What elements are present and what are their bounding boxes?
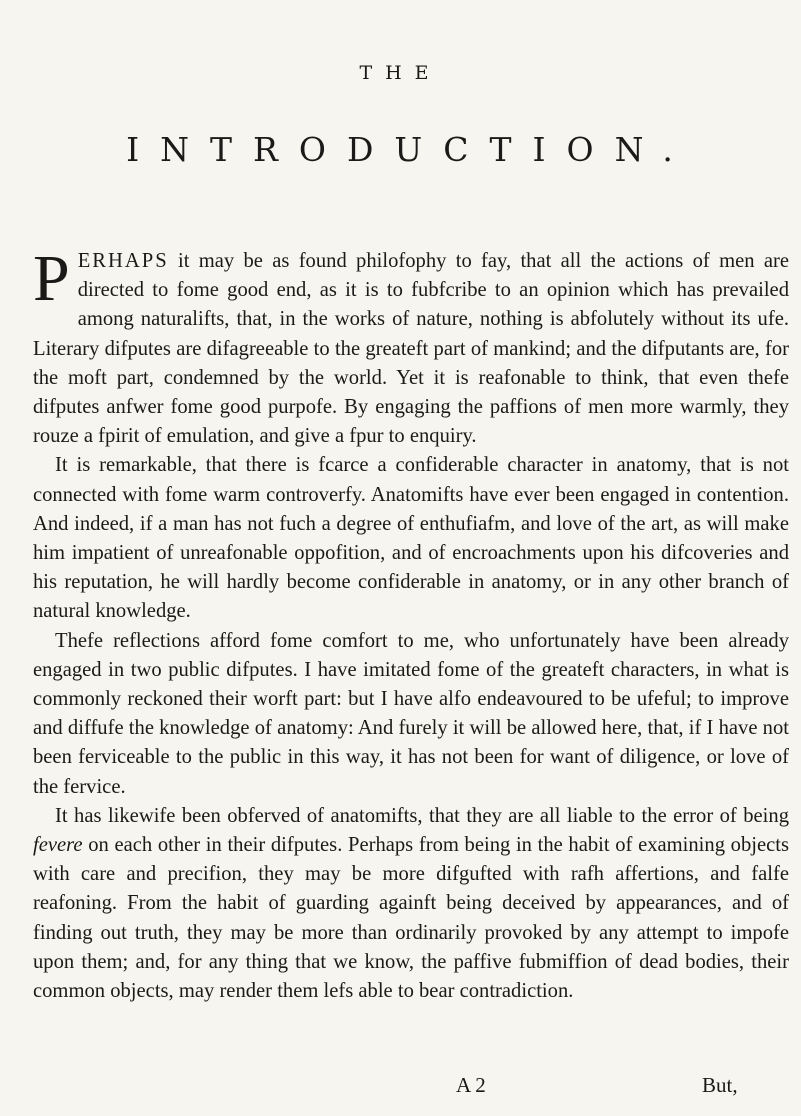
section-title: INTRODUCTION. [126,130,694,169]
catchword: But, [702,1073,738,1097]
paragraph-2: It is remarkable, that there is fcarce a confiderable character in anatomy, that is not connected with fome warm controverfy. Anatomifts have ever been engaged in contention. And indeed, if a man has not fuch a degree of enthufiafm, and love of the art, as will make him impatient of unreafonable oppofition, and of encroachments upon his difcoveries and his reputation, he will hardly become confiderable in anatomy, or in any other branch of natural knowledge. [33,454,789,623]
running-head: THE [359,62,442,84]
paragraph-4 [33,802,789,1006]
page-footer [0,1073,801,1103]
italic-word: fevere [33,834,83,857]
opening-word: ERHAPS [77,250,169,272]
paragraph-3: Thefe reflections afford fome comfort to me, who unfortunately have been already engaged in two public difputes. I have imitated fome of the greateft characters, in what is commonly reckoned their worft part: but I have alfo endeavoured to be ufeful; to improve and diffufe the knowledge of anatomy: And furely it will be allowed here, that, if I have not been ferviceable to the public in this way, it has not been for want of diligence, or love of the fervice. [33,629,789,798]
signature-mark: A 2 [456,1073,486,1097]
paragraph-4-text-start: It has likewife been obferved of anatomifts, that they are all liable to the error of being [55,804,789,827]
paragraph-1 [33,242,789,451]
body-text [33,242,789,1006]
drop-cap: P [33,242,70,315]
paragraph-1-text: it may be as found philofophy to fay, that all the actions of men are directed to fome good end, as it is to fubfcribe to an opinion which has prevailed among naturalifts, that, in the works of nature, nothing is abfolutely without its ufe. Literary difputes are difagreeable to the greateft part of mankind; and the difputants are, for the moft part, condemned by the world. Yet it is reafonable to think, that even thefe difputes anfwer fome good purpofe. By engaging the paffions of men more warmly, they rouze a fpirit of emulation, and give a fpur to enquiry. [33,250,789,448]
paragraph-4-text-end: on each other in their difputes. Perhaps from being in the habit of examining objects with care and precifion, they may be more difgufted with rafh affertions, and falfe reafoning. From the habit of guarding againft being deceived by appearances, and of finding out truth, they may be more than ordinarily provoked by any attempt to impofe upon them; and, for any thing that we know, the paffive fubmiffion of dead bodies, their common objects, may render them lefs able to bear contradiction. [33,834,789,1003]
